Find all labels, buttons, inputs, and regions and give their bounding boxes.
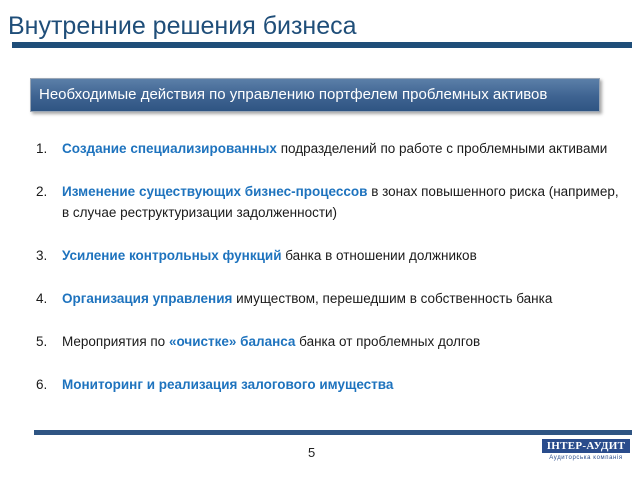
item-highlight: Мониторинг и реализация залогового имущества <box>62 377 394 392</box>
logo-tagline: Аудиторська компанія <box>549 455 623 461</box>
list-item <box>36 138 626 159</box>
item-text: имуществом, перешедшим в собственность банка <box>232 291 553 306</box>
logo-wordmark: ІНТЕР-АУДИТ <box>542 439 631 453</box>
item-text: в зонах повышенного риска (например, в случае реструктуризации задолженности) <box>62 184 619 220</box>
title-divider <box>12 42 632 48</box>
item-text: банка в отношении должников <box>281 248 477 263</box>
item-highlight: Изменение существующих бизнес-процессов <box>62 184 368 199</box>
item-prefix: Мероприятия по <box>62 334 169 349</box>
company-logo <box>540 436 632 461</box>
slide-title: Внутренние решения бизнеса <box>8 12 357 40</box>
item-number: 6. <box>36 377 48 392</box>
list-item <box>36 288 626 309</box>
list-item <box>36 374 626 395</box>
list-item <box>36 245 626 266</box>
item-text: банка от проблемных долгов <box>295 334 481 349</box>
item-number: 2. <box>36 184 48 199</box>
subtitle-banner: Необходимые действия по управлению портфелем проблемных активов <box>30 78 600 112</box>
item-number: 5. <box>36 334 48 349</box>
item-highlight: Создание специализированных <box>62 141 277 156</box>
action-list <box>36 138 626 395</box>
list-item <box>36 331 626 352</box>
page-number: 5 <box>308 445 316 460</box>
item-text: подразделений по работе с проблемными активами <box>276 141 608 156</box>
item-highlight: Организация управления <box>62 291 233 306</box>
item-highlight: Усиление контрольных функций <box>62 248 282 263</box>
item-number: 4. <box>36 291 48 306</box>
item-highlight: «очистке» баланса <box>168 334 296 349</box>
item-number: 1. <box>36 141 48 156</box>
list-item <box>36 181 626 223</box>
item-number: 3. <box>36 248 48 263</box>
footer-divider <box>34 430 632 435</box>
